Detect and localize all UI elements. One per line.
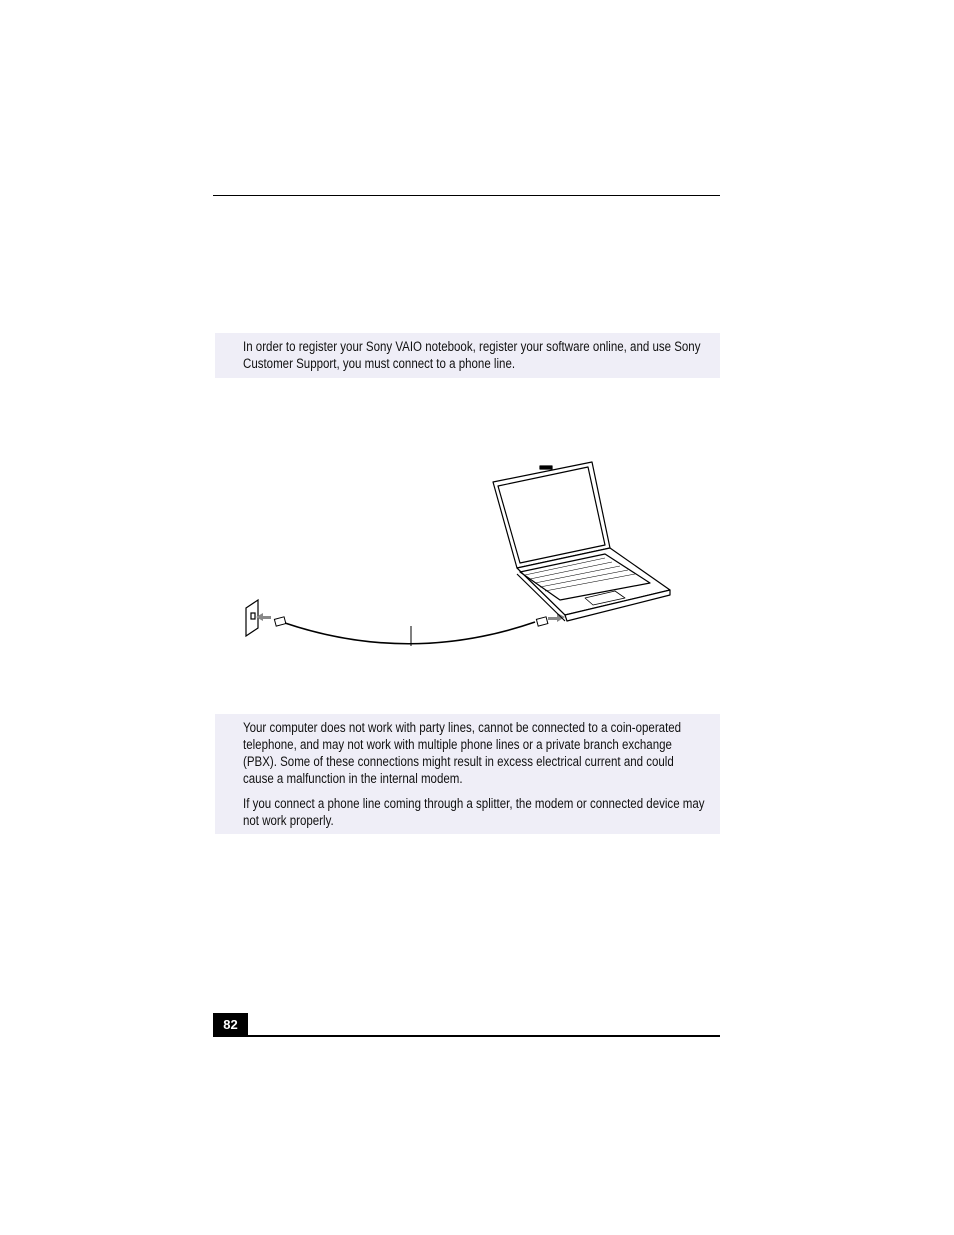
note-registration-text: In order to register your Sony VAIO notebook, register your software online, and use Sony Customer Support, you must connect to a phone line.: [243, 339, 701, 371]
footer-rule: [213, 1035, 720, 1037]
phone-cable-icon: [285, 622, 535, 644]
header-rule: [213, 195, 720, 196]
laptop-icon: [493, 462, 670, 621]
arrow-to-laptop-icon: [548, 613, 565, 622]
phone-plug-icon: [536, 617, 547, 626]
note-party-lines-text: Your computer does not work with party lines, cannot be connected to a coin-operated telephone, and may not work with multiple phone lines or a private branch exchange (PBX). Some of these connections might result in excess electrical current and could cause a malfunction in the internal modem.: [243, 720, 682, 786]
phone-line-connection-illustration: [230, 450, 690, 660]
wall-phone-jack-icon: [246, 600, 258, 636]
phone-plug-icon: [274, 617, 285, 626]
page-number: 82: [213, 1013, 248, 1036]
note-splitter-text: If you connect a phone line coming through a splitter, the modem or connected device may not work properly.: [243, 796, 705, 828]
